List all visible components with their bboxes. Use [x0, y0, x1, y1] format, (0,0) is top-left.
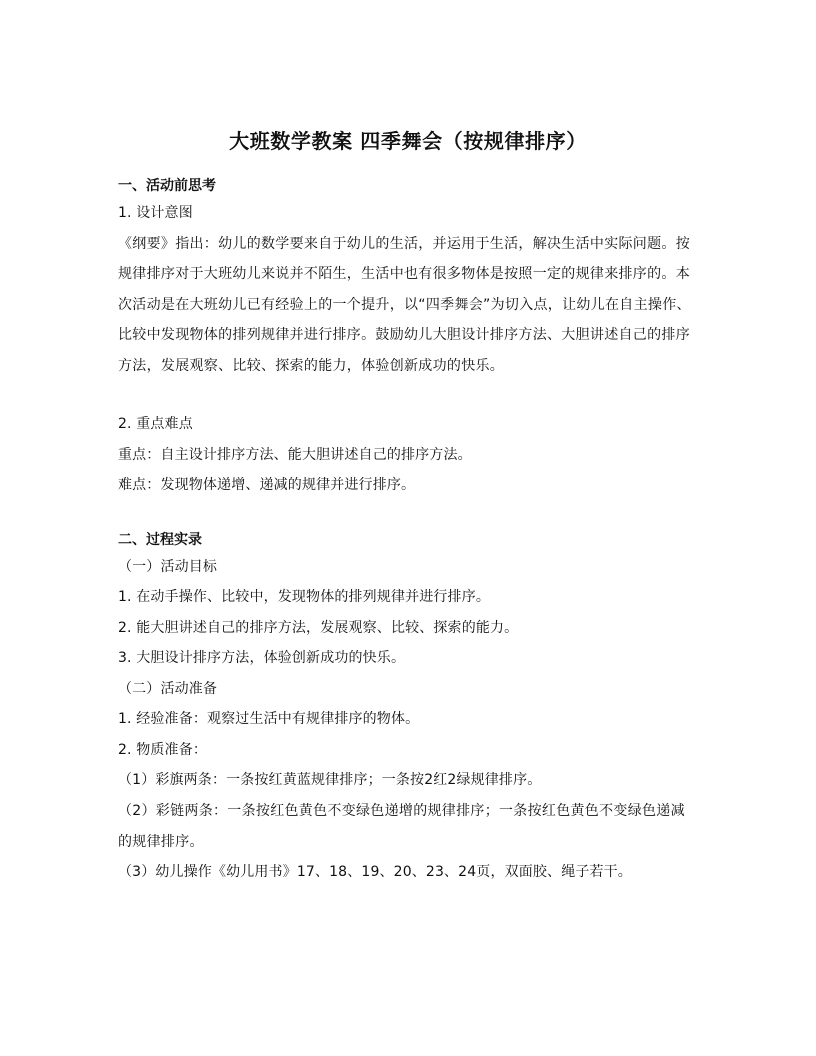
- document-content: [118, 126, 698, 888]
- section-spacer: [118, 501, 698, 528]
- activity-goals-heading: （一）活动目标: [118, 558, 218, 575]
- paragraph-spacer: [118, 381, 698, 409]
- preparation-item: 1. 经验准备：观察过生活中有规律排序的物体。: [118, 711, 420, 728]
- activity-goal-item: 3. 大胆设计排序方法，体验创新成功的快乐。: [118, 650, 406, 667]
- key-points-heading: 2. 重点难点: [118, 416, 193, 433]
- design-intent-paragraph: 《纲要》指出：幼儿的数学要来自于幼儿的生活，并运用于生活，解决生活中实际问题。按规律排序对于大班幼儿来说并不陌生，生活中也有很多物体是按照一定的规律来排序的。本次活动是在大班幼儿已有经验上的一个提升，以“四季舞会”为切入点，让幼儿在自主操作、比较中发现物体的排列规律并进行排序。鼓励幼儿大胆设计排序方法、大胆讲述自己的排序方法，发展观察、比较、探索的能力，体验创新成功的快乐。: [118, 235, 691, 374]
- preparation-item: （1）彩旗两条：一条按红黄蓝规律排序；一条按2红2绿规律排序。: [118, 772, 542, 789]
- preparation-item: 2. 物质准备：: [118, 741, 208, 758]
- section-1-heading: 一、活动前思考: [118, 178, 216, 194]
- preparation-item: （3）幼儿操作《幼儿用书》17、18、19、20、23、24页，双面胶、绳子若干。: [118, 864, 632, 881]
- document-title: 大班数学教案 四季舞会（按规律排序）: [229, 129, 587, 153]
- activity-goal-item: 2. 能大胆讲述自己的排序方法，发展观察、比较、探索的能力。: [118, 619, 519, 636]
- focus-text: 重点：自主设计排序方法、能大胆讲述自己的排序方法。: [118, 446, 472, 463]
- design-intent-heading: 1. 设计意图: [118, 205, 193, 221]
- preparation-item: （2）彩链两条：一条按红色黄色不变绿色递增的规律排序；一条按红色黄色不变绿色递减的规律排序。: [118, 802, 685, 850]
- activity-preparation-heading: （二）活动准备: [118, 680, 218, 697]
- difficulty-text: 难点：发现物体递增、递减的规律并进行排序。: [118, 477, 416, 494]
- activity-goal-item: 1. 在动手操作、比较中，发现物体的排列规律并进行排序。: [118, 589, 491, 606]
- section-2-heading: 二、过程实录: [118, 531, 202, 548]
